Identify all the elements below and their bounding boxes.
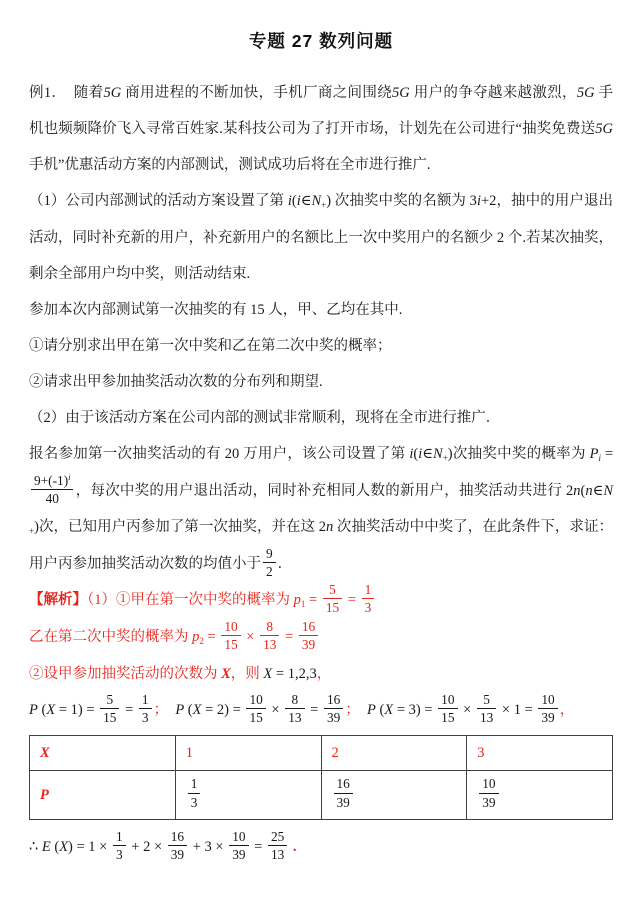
table-cell <box>321 736 467 771</box>
text-run: = 3) = <box>393 702 437 718</box>
text-run: ( <box>37 702 47 718</box>
text-run: 39 <box>301 637 316 653</box>
text-run: P <box>589 446 599 462</box>
text-run: 乙在第二次中奖的概率为 <box>29 629 193 645</box>
distribution-table <box>29 735 613 820</box>
text-run: 1 <box>185 744 193 761</box>
text-run: 10 <box>249 691 263 707</box>
text-run: ( <box>184 702 193 718</box>
text-run: 次抽奖活动中中奖了，在此条件下，求证：用户丙参加抽奖活动次数的均值小于 <box>29 519 614 572</box>
text-run: n <box>573 483 581 499</box>
text-run: P <box>29 702 38 718</box>
text-run: 参加本次内部测试第一次抽奖的有 15 人，甲、乙均在其中. <box>29 302 403 318</box>
text-run: 次抽奖中奖的名额为 3 <box>331 193 477 209</box>
text-run: 3 <box>364 600 372 616</box>
text-run: 3 <box>190 794 198 810</box>
text-run: ，抽中的用户退出活动，同时补充新的用户，补充新用户的名额比上一次中奖用户的名额少 2 个.若某次抽奖，剩余全部用户均中奖，则活动结束. <box>29 193 614 282</box>
text-run: ) = 1 × <box>68 839 111 855</box>
fraction <box>362 582 375 616</box>
text-run: 10 <box>224 618 238 634</box>
text-run: 39 <box>232 847 246 863</box>
text-run: 2 <box>331 744 339 761</box>
text-run: ∴ <box>29 839 42 855</box>
text-run: i <box>598 453 601 464</box>
text-run: i <box>287 193 292 209</box>
text-run: 5G <box>392 85 410 101</box>
table-cell <box>467 771 613 820</box>
fraction <box>221 619 240 653</box>
fraction <box>168 829 187 863</box>
text-run: 1 <box>115 828 123 844</box>
text-run: ， <box>316 666 332 682</box>
fraction <box>438 692 457 726</box>
text-run: 次，已知用户丙参加了第一次抽奖，并在这 2 <box>38 519 326 535</box>
text-run: ， <box>559 702 575 718</box>
fraction <box>229 829 248 863</box>
text-run: ) <box>34 519 39 535</box>
text-run: 手机也频频降价飞入寻常百姓家.某科技公司为了打开市场，计划先在公司进行“抽奖免费送 <box>29 85 614 137</box>
solution-line-3 <box>29 656 613 692</box>
fraction <box>334 776 353 810</box>
text-run: N <box>603 483 613 499</box>
text-run: 15 <box>103 710 117 726</box>
text-run: = 1) = <box>55 702 99 718</box>
text-run: 39 <box>541 710 555 726</box>
text-run: 8 <box>266 618 274 634</box>
text-run: ) <box>326 193 332 209</box>
text-run: 10 <box>541 691 555 707</box>
text-run: = 2) = <box>201 702 245 718</box>
document-body <box>29 75 613 865</box>
text-run: 1 <box>190 776 198 792</box>
text-run: i <box>68 473 71 483</box>
text-run: ，每次中奖的用户退出活动，同时补充相同人数的新用户，抽奖活动共进行 2 <box>75 483 574 499</box>
text-run: + 3 × <box>189 839 228 855</box>
table-cell <box>321 771 467 820</box>
text-run: 5G <box>576 85 595 101</box>
text-run: 16 <box>170 828 185 844</box>
text-run: 3 <box>115 847 123 863</box>
fraction <box>139 692 152 726</box>
text-run: X <box>59 839 69 855</box>
text-run: （2）由于该活动方案在公司内部的测试非常顺利，现将在全市进行推广． <box>29 410 501 426</box>
text-run: × <box>242 629 259 645</box>
text-run: 3 <box>141 710 149 726</box>
text-run: X <box>263 666 273 682</box>
text-run: = <box>306 702 322 718</box>
text-run: X <box>192 702 202 718</box>
text-run: 5 <box>106 691 114 707</box>
text-run: 25 <box>270 828 285 844</box>
text-run: i <box>418 446 423 462</box>
text-run: ． <box>277 556 293 572</box>
question-2 <box>29 400 613 436</box>
text-run: 15 <box>224 637 238 653</box>
text-run: 16 <box>336 776 350 792</box>
text-run <box>360 702 367 718</box>
text-run: × <box>267 702 284 718</box>
text-run: 39 <box>336 794 350 810</box>
text-run: 5G <box>595 121 613 137</box>
solution-line-4 <box>29 692 613 728</box>
text-run: X <box>46 702 56 718</box>
text-run: E <box>41 839 51 855</box>
text-run: ( <box>291 193 297 209</box>
text-run: 39 <box>482 794 496 810</box>
text-run: 【解析】 <box>29 592 87 608</box>
problem-intro <box>29 75 613 183</box>
text-run: ①请分别求出甲在第一次中奖和乙在第二次中奖的概率； <box>29 338 392 354</box>
fraction <box>538 692 557 726</box>
text-run: ( <box>580 483 586 499</box>
text-run: 例1． 随着 <box>29 85 104 101</box>
text-run: ∈ <box>592 483 604 499</box>
text-run: ； <box>153 702 169 718</box>
text-run: 15 <box>249 710 263 726</box>
text-run: 40 <box>45 491 59 507</box>
text-run: X <box>221 666 231 682</box>
text-run: N <box>311 193 322 209</box>
text-run: 15 <box>441 710 455 726</box>
fraction <box>246 692 265 726</box>
text-run: X <box>384 702 394 718</box>
text-run: 商用进程的不断加快，手机厂商之间围绕 <box>121 85 393 101</box>
text-run: i <box>476 193 481 209</box>
text-run: 5G <box>103 85 122 101</box>
table-cell <box>175 736 321 771</box>
text-run: ( <box>375 702 385 718</box>
table-cell <box>467 736 613 771</box>
text-run: ∈ <box>422 446 434 462</box>
text-run: ； <box>345 702 360 718</box>
question-1 <box>29 183 613 292</box>
fraction <box>299 619 318 653</box>
fraction <box>31 473 73 507</box>
text-run: + 2 × <box>127 839 166 855</box>
fraction <box>323 582 342 616</box>
text-run: 15 <box>325 600 340 616</box>
text-run: 次抽奖中奖的概率为 <box>452 446 590 462</box>
text-run: ，则 <box>230 666 264 682</box>
text-run: 3 <box>477 744 485 761</box>
text-run: 9+(-1) <box>34 472 69 488</box>
text-run: × 1 = <box>498 702 537 718</box>
fraction <box>477 692 496 726</box>
text-run: 1 <box>364 581 372 597</box>
text-run: 10 <box>482 776 496 792</box>
text-run: = 1,2,3 <box>272 666 317 682</box>
text-run: = <box>250 839 266 855</box>
text-run: 10 <box>232 828 246 844</box>
text-run: i <box>409 446 414 462</box>
text-run: n <box>585 483 593 499</box>
text-run: . <box>292 839 297 855</box>
text-run: 2 <box>199 636 204 647</box>
text-run: = <box>600 446 614 462</box>
fraction <box>188 776 201 810</box>
text-run: N <box>433 446 443 462</box>
text-run: 10 <box>441 691 455 707</box>
text-run: X <box>40 744 50 761</box>
question-2-detail <box>29 436 613 582</box>
text-run: 13 <box>479 710 494 726</box>
text-run: + <box>321 200 327 211</box>
text-run: （1）①甲在第一次中奖的概率为 <box>87 592 294 608</box>
text-run: +2 <box>480 193 497 209</box>
solution-line-1 <box>29 582 613 619</box>
fraction <box>100 692 119 726</box>
text-run: × <box>459 702 475 718</box>
fraction <box>263 546 276 580</box>
text-run: 手机”优惠活动方案的内部测试，测试成功后将在全市进行推广. <box>29 157 431 173</box>
question-1-sub1 <box>29 328 613 364</box>
text-run: 9 <box>266 545 273 561</box>
text-run: 2 <box>266 564 273 580</box>
text-run: 13 <box>270 847 285 863</box>
table-row <box>30 771 613 820</box>
text-run: 8 <box>291 691 299 707</box>
participants-note <box>29 292 613 328</box>
fraction <box>324 692 343 726</box>
expectation-line <box>29 829 613 865</box>
text-run: = <box>305 592 321 608</box>
page-title: 专题 27 数列问题 <box>248 31 394 51</box>
text-run: 13 <box>288 710 302 726</box>
text-run: p <box>293 592 301 608</box>
text-run: ②设甲参加抽奖活动的次数为 <box>29 666 222 682</box>
fraction <box>479 776 498 810</box>
text-run: n <box>326 519 334 535</box>
fraction <box>113 829 126 863</box>
text-run: = <box>121 702 137 718</box>
fraction <box>260 619 279 653</box>
table-cell <box>30 736 176 771</box>
table-cell <box>30 771 176 820</box>
table-cell <box>175 771 321 820</box>
text-run: + <box>29 526 35 537</box>
text-run: ( <box>413 446 419 462</box>
text-run: ∈ <box>300 193 312 209</box>
text-run: 13 <box>263 637 277 653</box>
question-1-sub2 <box>29 364 613 400</box>
text-run: 报名参加第一次抽奖活动的有 20 万用户，该公司设置了第 <box>29 446 410 462</box>
text-run: 1 <box>141 691 149 707</box>
solution-line-2 <box>29 619 613 656</box>
text-run: 5 <box>483 691 490 707</box>
text-run: 5 <box>329 581 336 597</box>
text-run: i <box>296 193 301 209</box>
text-run: ②请求出甲参加抽奖活动次数的分布列和期望. <box>29 374 323 390</box>
text-run: p <box>192 629 200 645</box>
text-run: 16 <box>301 618 316 634</box>
text-run: 1 <box>300 599 306 610</box>
text-run: = <box>344 592 360 608</box>
text-run: 39 <box>326 710 341 726</box>
text-run: + <box>442 453 448 464</box>
fraction <box>285 692 304 726</box>
text-run: ) <box>447 446 453 462</box>
text-run: P <box>367 702 376 718</box>
text-run: = <box>281 629 297 645</box>
text-run: ( <box>50 839 60 855</box>
text-run: 16 <box>326 691 341 707</box>
text-run: 用户的争夺越来越激烈， <box>409 85 577 101</box>
text-run: P <box>40 786 49 803</box>
text-run: P <box>175 702 185 718</box>
text-run: （1）公司内部测试的活动方案设置了第 <box>29 193 288 209</box>
text-run: 39 <box>170 847 185 863</box>
text-run: = <box>203 629 220 645</box>
table-row <box>30 736 613 771</box>
fraction <box>268 829 287 863</box>
